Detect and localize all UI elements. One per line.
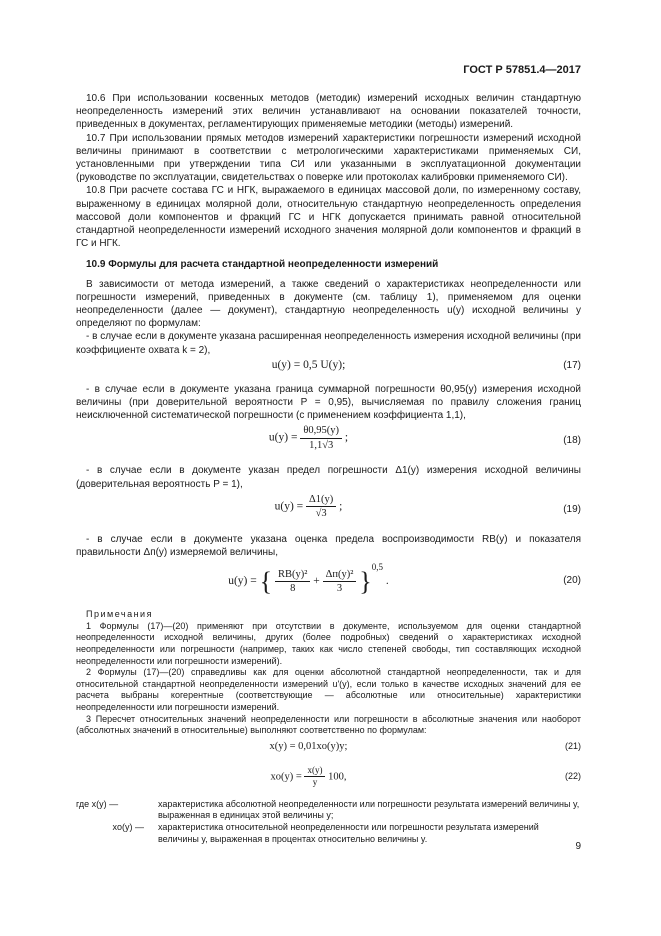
formula-19-denominator: √3 [315, 508, 327, 520]
case-20-text: - в случае если в документе указана оценка предела воспроизводимости RВ(y) и показателя правильности Δп(y) измеряемой величины, [76, 533, 581, 559]
formula-19-tail: ; [339, 500, 343, 513]
formula-20-numerator-2: Δп(y)² [323, 568, 357, 582]
formula-19-number: (19) [563, 503, 581, 515]
definition-2-text: характеристика относительной неопределенности или погрешности результата измерений величины y, выраженная в процентах относительно величины y. [158, 822, 539, 844]
formula-22-numerator: x(y) [304, 765, 325, 778]
formula-21-number: (21) [564, 740, 581, 751]
formula-22-lhs: xo(y) = [270, 771, 302, 783]
formula-20-numerator-1: RВ(y)² [275, 568, 310, 582]
definition-1 [76, 799, 581, 822]
paragraph-10-8: 10.8 При расчете состава ГС и НГК, выражаемого в единицах массовой доли, по измеренному составу, выраженному в единицах молярной доли, относительную стандартную неопределенность определения массовой доли компонентов и фракций ГС и НГК допускается принимать равной относительной стандартной неопределенности измерений исходного значения молярной доли компонентов и фракций в ГС и НГК. [76, 185, 581, 250]
formula-18-fraction [300, 424, 342, 451]
formula-18-numerator: θ0,95(y) [300, 424, 342, 438]
formula-20-open-brace: { [259, 567, 273, 597]
formula-22-number: (22) [564, 770, 581, 781]
definition-2-term: xo(y) — [112, 822, 144, 832]
section-heading-10-9: 10.9 Формулы для расчета стандартной неопределенности измерений [86, 259, 439, 271]
formula-20-exponent: 0,5 [371, 562, 384, 573]
formula-18-number: (18) [563, 435, 581, 447]
formula-19-numerator: Δ1(y) [306, 493, 336, 507]
formula-20-tail: . [385, 575, 389, 588]
formula-22-denominator: y [312, 777, 318, 788]
note-2: 2 Формулы (17)—(20) справедливы как для оценки абсолютной стандартной неопределенности, так и для относительной стандартной неопределенности измерений u'(y), если только в качестве исходных значений для ее расчета выбраны когерентные (соответствующие — абсолютные или относительные) характеристики неопределенности или погрешности измерений. [76, 667, 581, 713]
paragraph-10-7: 10.7 При использовании прямых методов измерений характеристики погрешности измерений исходной величины принимают в соответствии с метрологическими характеристиками применяемых СИ, установленными при утверждении типа СИ или указанными в эксплуатационной документации (руководстве по эксплуатации, свидетельствах о поверке или протоколах калибровки применяемого СИ). [76, 132, 581, 184]
page-body [76, 92, 581, 845]
formula-20-denominator-1: 8 [290, 583, 296, 595]
formula-20-fraction-2 [323, 568, 357, 595]
document-header: ГОСТ Р 57851.4—2017 [463, 64, 581, 76]
formula-20 [76, 561, 581, 601]
formula-20-lhs: u(y) = [228, 575, 257, 588]
formula-18 [76, 424, 581, 458]
formula-18-lhs: u(y) = [268, 431, 298, 444]
formula-22-tail: 100, [328, 771, 347, 783]
formula-20-plus: + [313, 575, 320, 588]
formula-20-fraction-1 [275, 568, 310, 595]
formula-22-fraction [304, 765, 325, 789]
formula-21 [76, 741, 581, 759]
formula-19-fraction [306, 493, 336, 520]
formula-21-expression: x(y) = 0,01xo(y)y; [269, 740, 348, 752]
formula-17-expression: u(y) = 0,5 U(y); [271, 358, 346, 371]
paragraph-10-6: 10.6 При использовании косвенных методов (методик) измерений исходных величин стандартную неопределенность измерений этих величин устанавливают на основании показателей точности, приведенных в документах, регламентирующих применяемые методики (методы) измерений. [76, 93, 581, 131]
formula-22 [76, 765, 581, 793]
formula-20-number: (20) [563, 575, 581, 587]
formula-18-tail: ; [344, 431, 349, 444]
note-3: 3 Пересчет относительных значений неопределенности или погрешности в абсолютные значения или наоборот (абсолютных значений в относительные) выполняют соответственно по формулам: [76, 713, 581, 736]
formula-17 [76, 359, 581, 377]
formula-17-number: (17) [563, 359, 581, 371]
intro-paragraph: В зависимости от метода измерений, а также сведений о характеристиках неопределенности или погрешности измерений, приведенных в документе (см. таблицу 1), применяемом для оценки неопределенности (далее — документ), стандартную неопределенность u(y) исходной величины y определяют по формулам: [76, 278, 581, 330]
formula-20-denominator-2: 3 [336, 583, 343, 595]
formula-19-lhs: u(y) = [274, 500, 304, 513]
notes-block [76, 609, 581, 845]
page-number: 9 [575, 841, 581, 852]
case-18-text: - в случае если в документе указана граница суммарной погрешности θ0,95(y) измерения исходной величины (при доверительной вероятности P = 0,95), вычисляемая по правилу сложения границ неисключенной систематической погрешности (с применением коэффициента 1,1), [76, 383, 581, 422]
formula-20-close-brace: } [359, 567, 372, 597]
definition-2 [76, 822, 581, 845]
formula-19 [76, 493, 581, 527]
formula-18-denominator: 1,1√3 [309, 439, 334, 451]
definition-1-text: характеристика абсолютной неопределенности или погрешности результата измерений величины y, выраженная в единицах этой величины y; [158, 798, 580, 821]
definition-1-term: где x(y) — [76, 798, 119, 809]
notes-title: Примечания [86, 609, 153, 620]
case-17-text: - в случае если в документе указана расширенная неопределенность измерения исходной величины (при коэффициенте охвата k = 2), [76, 331, 581, 356]
case-19-text: - в случае если в документе указан предел погрешности Δ1(y) измерения исходной величины (доверительная вероятность P = 1), [76, 465, 581, 490]
note-1: 1 Формулы (17)—(20) применяют при отсутствии в документе, используемом для оценки стандартной неопределенности исходной величины, других (более подробных) сведений о характеристиках исходной неопределенности или погрешности (например, таких как число степеней свободы, тип составляющих исходной неопределенности или погрешности измерений). [76, 620, 581, 666]
